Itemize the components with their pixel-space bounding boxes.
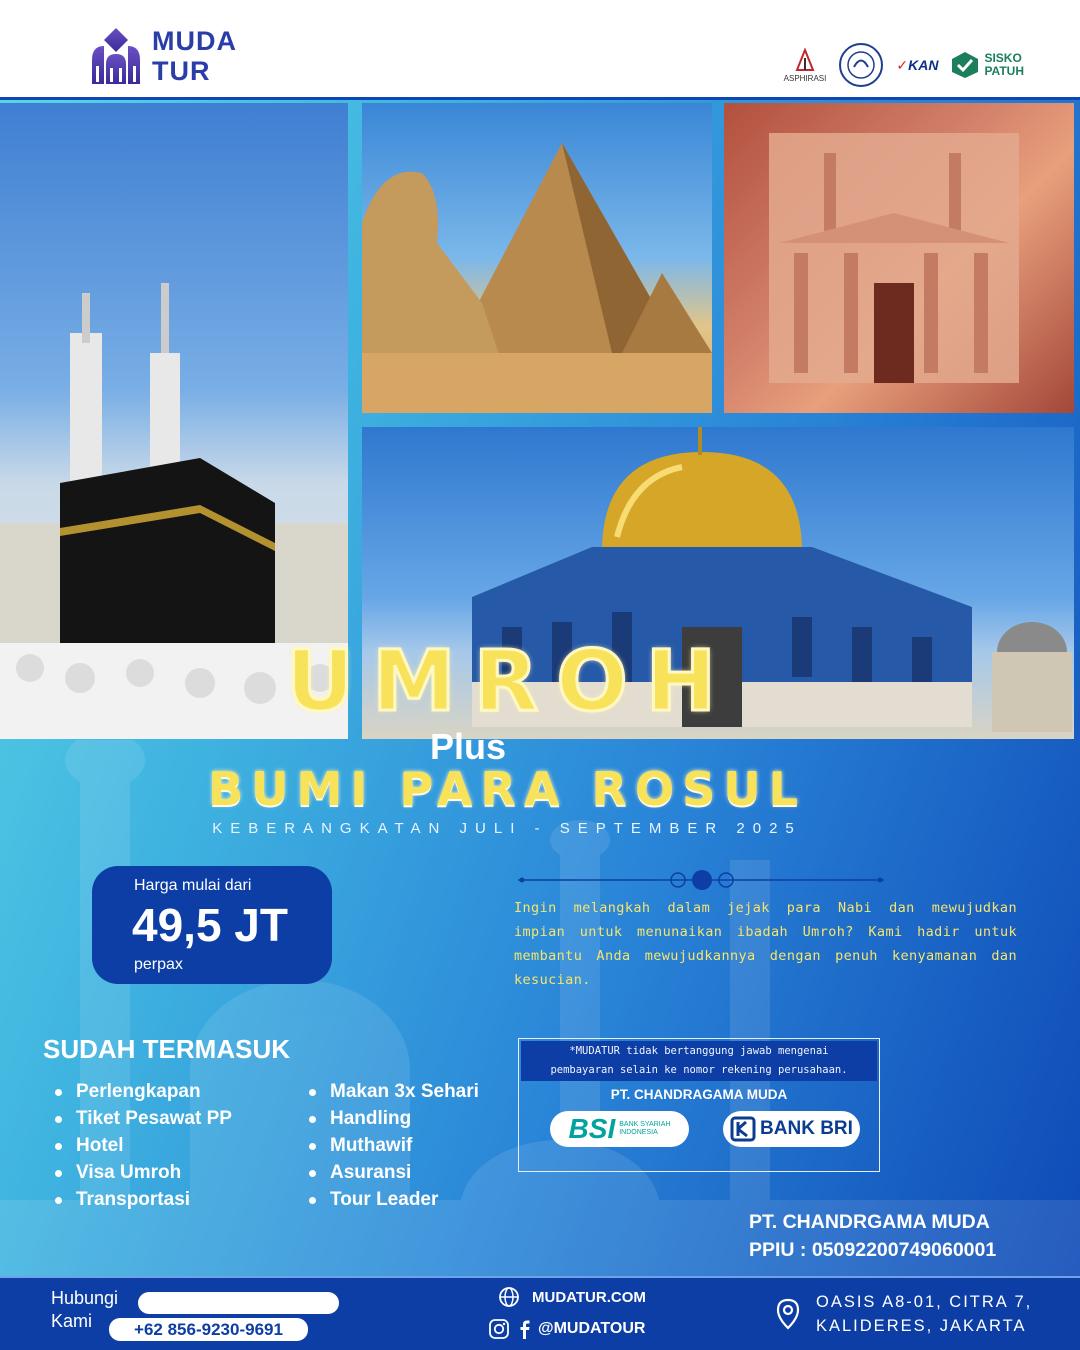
list-item: Handling xyxy=(306,1105,479,1132)
payment-disclaimer xyxy=(521,1041,877,1081)
kan-label: KAN xyxy=(908,56,939,73)
bsi-subtitle-2: INDONESIA xyxy=(619,1129,658,1136)
sisko-line1: SISKO xyxy=(984,51,1022,65)
headline-umroh: UMROH xyxy=(285,632,735,730)
ppiu-number: PPIU : 05092200749060001 xyxy=(749,1239,997,1261)
includes-title: SUDAH TERMASUK xyxy=(43,1034,290,1064)
sisko-line2: PATUH xyxy=(984,64,1024,78)
price-unit: perpax xyxy=(134,956,183,973)
footer xyxy=(0,1276,1080,1350)
list-item: Tiket Pesawat PP xyxy=(52,1105,232,1132)
mosque-logo-icon xyxy=(88,24,144,88)
header xyxy=(0,0,1080,100)
brand-line1: MUDA xyxy=(152,26,237,56)
association-seal-icon xyxy=(838,42,884,88)
address-line2: KALIDERES, JAKARTA xyxy=(816,1317,1027,1335)
bank-account-box xyxy=(518,1038,880,1172)
brand-line2: TUR xyxy=(152,56,211,86)
website-link[interactable] xyxy=(498,1286,646,1308)
contact-pill-blank xyxy=(138,1292,339,1314)
instagram-icon xyxy=(488,1318,510,1340)
intro-paragraph: Ingin melangkah dalam jejak para Nabi dan mewujudkan impian untuk menunaikan ibadah Umroh? Kami hadir untuk membantu Anda mewujudkannya dengan penuh kenyamanan dan kesucian. xyxy=(514,900,1017,988)
contact-label xyxy=(51,1287,118,1333)
facebook-icon xyxy=(516,1318,532,1340)
globe-icon xyxy=(498,1286,520,1308)
bsi-label: BSI xyxy=(568,1113,616,1144)
includes-list-left xyxy=(52,1078,232,1213)
list-item: Muthawif xyxy=(306,1132,479,1159)
brand-logo[interactable] xyxy=(88,24,237,88)
bank-account-holder: PT. CHANDRAGAMA MUDA xyxy=(610,1087,788,1102)
asphirasi-logo xyxy=(784,48,827,83)
phone-number-link[interactable]: +62 856-9230-9691 xyxy=(109,1318,308,1341)
office-address xyxy=(776,1290,1032,1338)
social-link[interactable] xyxy=(488,1318,645,1340)
list-item: Tour Leader xyxy=(306,1186,479,1213)
departure-period: KEBERANGKATAN JULI - SEPTEMBER 2025 xyxy=(212,820,802,837)
pyramids-photo xyxy=(362,103,712,413)
price-amount: 49,5 JT xyxy=(132,899,288,951)
list-item: Transportasi xyxy=(52,1186,232,1213)
company-name: PT. CHANDRGAMA MUDA xyxy=(749,1211,990,1233)
sisko-patuh-logo xyxy=(950,50,1024,80)
price-box xyxy=(92,866,332,984)
headline-plus: Plus xyxy=(430,726,507,767)
bri-mark-icon xyxy=(730,1116,756,1142)
list-item: Perlengkapan xyxy=(52,1078,232,1105)
bsi-logo xyxy=(550,1111,689,1147)
company-info xyxy=(749,1208,996,1264)
disclaimer-line1: *MUDATUR tidak bertanggung jawab mengenai xyxy=(569,1045,829,1057)
website-label: MUDATUR.COM xyxy=(532,1288,646,1306)
contact-label-line2: Kami xyxy=(51,1311,93,1331)
contact-label-line1: Hubungi xyxy=(51,1288,119,1308)
list-item: Hotel xyxy=(52,1132,232,1159)
partner-logos xyxy=(784,42,1024,88)
price-label: Harga mulai dari xyxy=(134,877,252,894)
social-handle: @MUDATOUR xyxy=(538,1320,646,1337)
disclaimer-line2: pembayaran selain ke nomor rekening perusahaan. xyxy=(550,1064,848,1076)
headline-bumi-para-rosul: BUMI PARA ROSUL xyxy=(208,762,806,816)
list-item: Visa Umroh xyxy=(52,1159,232,1186)
asphirasi-label: ASPHIRASI xyxy=(783,73,827,83)
bsi-subtitle-1: BANK SYARIAH xyxy=(619,1121,671,1128)
list-item: Makan 3x Sehari xyxy=(306,1078,479,1105)
bri-label: BANK BRI xyxy=(760,1118,853,1139)
petra-photo xyxy=(724,103,1074,413)
includes-list-right xyxy=(306,1078,479,1213)
bri-logo xyxy=(723,1111,860,1147)
list-item: Asuransi xyxy=(306,1159,479,1186)
location-pin-icon xyxy=(776,1298,800,1330)
divider-ornament-icon xyxy=(516,868,886,892)
kan-logo: ✓KAN xyxy=(896,56,939,73)
address-line1: OASIS A8-01, CITRA 7, xyxy=(816,1293,1033,1311)
